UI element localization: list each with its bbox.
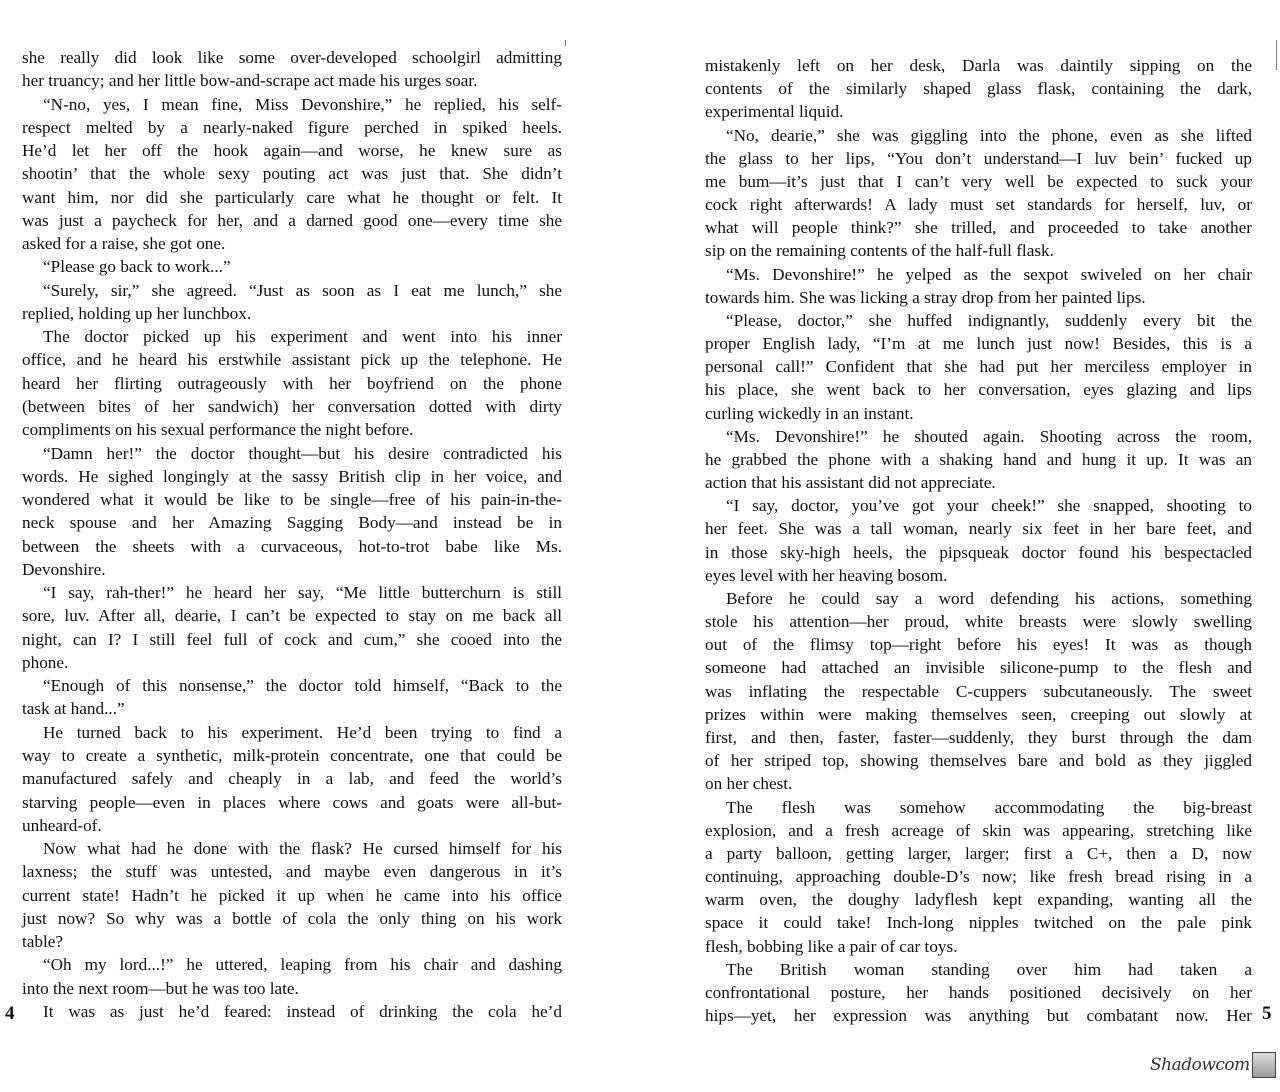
paragraph <box>22 46 562 93</box>
text-line: first, and then, faster, faster—suddenly, they burst through the dam <box>705 727 1252 747</box>
page-number-left: 4 <box>5 1003 15 1024</box>
text-line: me bum—it’s just that I can’t very well be expected to suck your <box>705 171 1252 191</box>
page-number-right: 5 <box>1262 1003 1272 1024</box>
text-line: “Please, doctor,” she huffed indignantly, suddenly every bit the <box>726 310 1252 330</box>
paragraph <box>22 325 562 441</box>
watermark-text: Shadowcom <box>1150 1055 1250 1075</box>
text-line: personal call!” Confident that she had put her merciless employer in <box>705 357 1252 377</box>
text-line: laxness; the stuff was untested, and maybe even dangerous in it’s <box>22 862 562 882</box>
paragraph <box>22 279 562 326</box>
text-line: of her striped top, showing themselves bare and bold as they jiggled <box>705 751 1252 771</box>
text-line: someone had attached an invisible silicone-pump to the flesh and <box>705 658 1252 678</box>
text-line: “I say, doctor, you’ve got your cheek!” she snapped, shooting to <box>726 496 1252 516</box>
text-line: hips—yet, her expression was anything but combatant now. Her <box>705 1006 1252 1026</box>
paragraph <box>705 124 1252 263</box>
scan-mark <box>1276 40 1277 70</box>
text-line: mistakenly left on her desk, Darla was daintily sipping on the <box>705 56 1252 75</box>
paragraph <box>22 674 562 721</box>
text-line: the glass to her lips, “You don’t understand—I luv bein’ fucked up <box>705 148 1252 168</box>
text-line: He turned back to his experiment. He’d been trying to find a <box>43 722 562 742</box>
text-line: want him, nor did she particularly care what he thought or felt. It <box>22 187 562 207</box>
text-line: just now? So why was a bottle of cola the only thing on his work <box>22 908 562 928</box>
text-line: “Please go back to work...” <box>43 257 231 277</box>
paragraph <box>705 54 1252 124</box>
text-line: “Oh my lord...!” he uttered, leaping from his chair and dashing <box>43 955 562 975</box>
text-line: between the sheets with a curvaceous, hot-to-trot babe like Ms. <box>22 536 562 556</box>
text-line: wondered what it would be like to be single—free of his pain-in-the- <box>22 490 562 510</box>
text-line: task at hand...” <box>22 699 125 719</box>
text-line: “Surely, sir,” she agreed. “Just as soon as I eat me lunch,” she <box>43 280 562 300</box>
text-line: a party balloon, getting larger, larger; first a C+, then a D, now <box>705 843 1252 863</box>
text-line: asked for a raise, she got one. <box>22 234 226 254</box>
text-line: experimental liquid. <box>705 102 844 122</box>
text-line: He’d let her off the hook again—and worse, he knew sure as <box>22 141 562 161</box>
text-line: his place, she went back to her conversation, eyes glazing and lips <box>705 380 1252 400</box>
text-line: Now what had he done with the flask? He cursed himself for his <box>43 839 562 859</box>
text-line: “N-no, yes, I mean fine, Miss Devonshire,” he replied, his self- <box>43 94 562 114</box>
text-line: (between bites of her sandwich) her conversation dotted with dirty <box>22 396 562 416</box>
text-line: “Damn her!” the doctor thought—but his desire contradicted his <box>43 443 562 463</box>
text-line: towards him. She was licking a stray drop from her painted lips. <box>705 287 1146 307</box>
paragraph <box>22 581 562 674</box>
text-line: “I say, rah-ther!” he heard her say, “Me little butterchurn is still <box>43 583 562 603</box>
text-line: sore, luv. After all, dearie, I can’t be expected to stay on me back all <box>22 606 562 626</box>
text-line: warm oven, the doughy ladyflesh kept expanding, wanting all the <box>705 890 1252 910</box>
text-line: action that his assistant did not appreciate. <box>705 473 996 493</box>
text-line: compliments on his sexual performance the night before. <box>22 420 414 440</box>
text-line: Before he could say a word defending his actions, something <box>726 588 1252 608</box>
text-line: contents of the similarly shaped glass flask, containing the dark, <box>705 79 1252 99</box>
text-line: eyes level with her heaving bosom. <box>705 565 948 585</box>
text-line: office, and he heard his erstwhile assistant pick up the telephone. He <box>22 350 562 370</box>
text-line: The flesh was somehow accommodating the big-breast <box>726 797 1252 817</box>
text-line: table? <box>22 932 64 952</box>
text-line: cock right afterwards! A lady must set standards for herself, luv, or <box>705 195 1252 215</box>
left-page-text <box>22 46 562 1023</box>
paragraph <box>22 93 562 256</box>
text-line: way to create a synthetic, milk-protein concentrate, one that could be <box>22 745 562 765</box>
paragraph <box>705 425 1252 495</box>
text-line: continuing, approaching double-D’s now; like fresh bread rising in a <box>705 867 1252 887</box>
watermark <box>1150 1052 1276 1078</box>
text-line: she really did look like some over-developed schoolgirl admitting <box>22 48 562 67</box>
text-line: shootin’ that the whole sexy pouting act was just that. She didn’t <box>22 164 562 184</box>
text-line: “Ms. Devonshire!” he yelped as the sexpot swiveled on her chair <box>726 264 1252 284</box>
text-line: proper English lady, “I’m at me lunch just now! Besides, this is a <box>705 334 1252 354</box>
paragraph <box>22 1000 562 1023</box>
text-line: her feet. She was a tall woman, nearly six feet in her bare feet, and <box>705 519 1252 539</box>
paragraph <box>705 796 1252 958</box>
right-page-text <box>705 54 1252 1027</box>
text-line: sip on the remaining contents of the half-full flask. <box>705 241 1054 261</box>
text-line: starving people—even in places where cows and goats were all-but- <box>22 792 562 812</box>
paragraph <box>22 255 562 278</box>
text-line: replied, holding up her lunchbox. <box>22 303 252 323</box>
text-line: out of the flimsy top—right before his eyes! It was as though <box>705 635 1252 655</box>
paragraph <box>705 958 1252 1028</box>
text-line: confrontational posture, her hands positioned decisively on her <box>705 982 1252 1002</box>
text-line: into the next room—but he was too late. <box>22 978 299 998</box>
text-line: he grabbed the phone with a shaking hand and hung it up. It was an <box>705 449 1252 469</box>
paragraph <box>705 309 1252 425</box>
text-line: “Ms. Devonshire!” he shouted again. Shooting across the room, <box>726 426 1252 446</box>
text-line: Devonshire. <box>22 559 106 579</box>
text-line: respect melted by a nearly-naked figure perched in spiked heels. <box>22 117 562 137</box>
text-line: prizes within were making themselves seen, creeping out slowly at <box>705 704 1252 724</box>
text-line: manufactured safely and cheaply in a lab, and feed the world’s <box>22 769 562 789</box>
text-line: “Enough of this nonsense,” the doctor told himself, “Back to the <box>43 676 562 696</box>
text-line: phone. <box>22 652 69 672</box>
paragraph <box>705 494 1252 587</box>
paragraph <box>22 837 562 953</box>
paragraph <box>705 587 1252 796</box>
text-line: her truancy; and her little bow-and-scrape act made his urges soar. <box>22 71 478 91</box>
text-line: was inflating the respectable C-cuppers subcutaneously. The sweet <box>705 681 1252 701</box>
text-line: what will people think?” she trilled, and proceeded to take another <box>705 218 1252 238</box>
text-line: space it could take! Inch-long nipples twitched on the pale pink <box>705 913 1252 933</box>
text-line: It was as just he’d feared: instead of drinking the cola he’d <box>43 1001 562 1021</box>
text-line: words. He sighed longingly at the sassy British clip in her voice, and <box>22 466 562 486</box>
text-line: neck spouse and her Amazing Sagging Body—and instead be in <box>22 513 562 533</box>
text-line: flesh, bobbing like a pair of car toys. <box>705 936 958 956</box>
watermark-portrait-icon <box>1252 1052 1276 1078</box>
paragraph <box>22 442 562 582</box>
text-line: “No, dearie,” she was giggling into the phone, even as she lifted <box>726 125 1252 145</box>
scan-mark <box>565 40 566 46</box>
text-line: in those sky-high heels, the pipsqueak doctor found his bespectacled <box>705 542 1252 562</box>
text-line: curling wickedly in an instant. <box>705 403 914 423</box>
paragraph <box>22 721 562 837</box>
paragraph <box>705 263 1252 309</box>
text-line: was just a paycheck for her, and a darned good one—every time she <box>22 210 562 230</box>
text-line: stole his attention—her proud, white breasts were slowly swelling <box>705 612 1252 632</box>
text-line: current state! Hadn’t he picked it up when he came into his office <box>22 885 562 905</box>
paragraph <box>22 953 562 1000</box>
text-line: night, can I? I still feel full of cock and cum,” she cooed into the <box>22 629 562 649</box>
text-line: The doctor picked up his experiment and went into his inner <box>43 327 562 347</box>
text-line: unheard-of. <box>22 815 102 835</box>
text-line: heard her flirting outrageously with her boyfriend on the phone <box>22 373 562 393</box>
text-line: explosion, and a fresh acreage of skin was appearing, stretching like <box>705 820 1252 840</box>
text-line: The British woman standing over him had taken a <box>726 959 1252 979</box>
text-line: on her chest. <box>705 774 793 794</box>
